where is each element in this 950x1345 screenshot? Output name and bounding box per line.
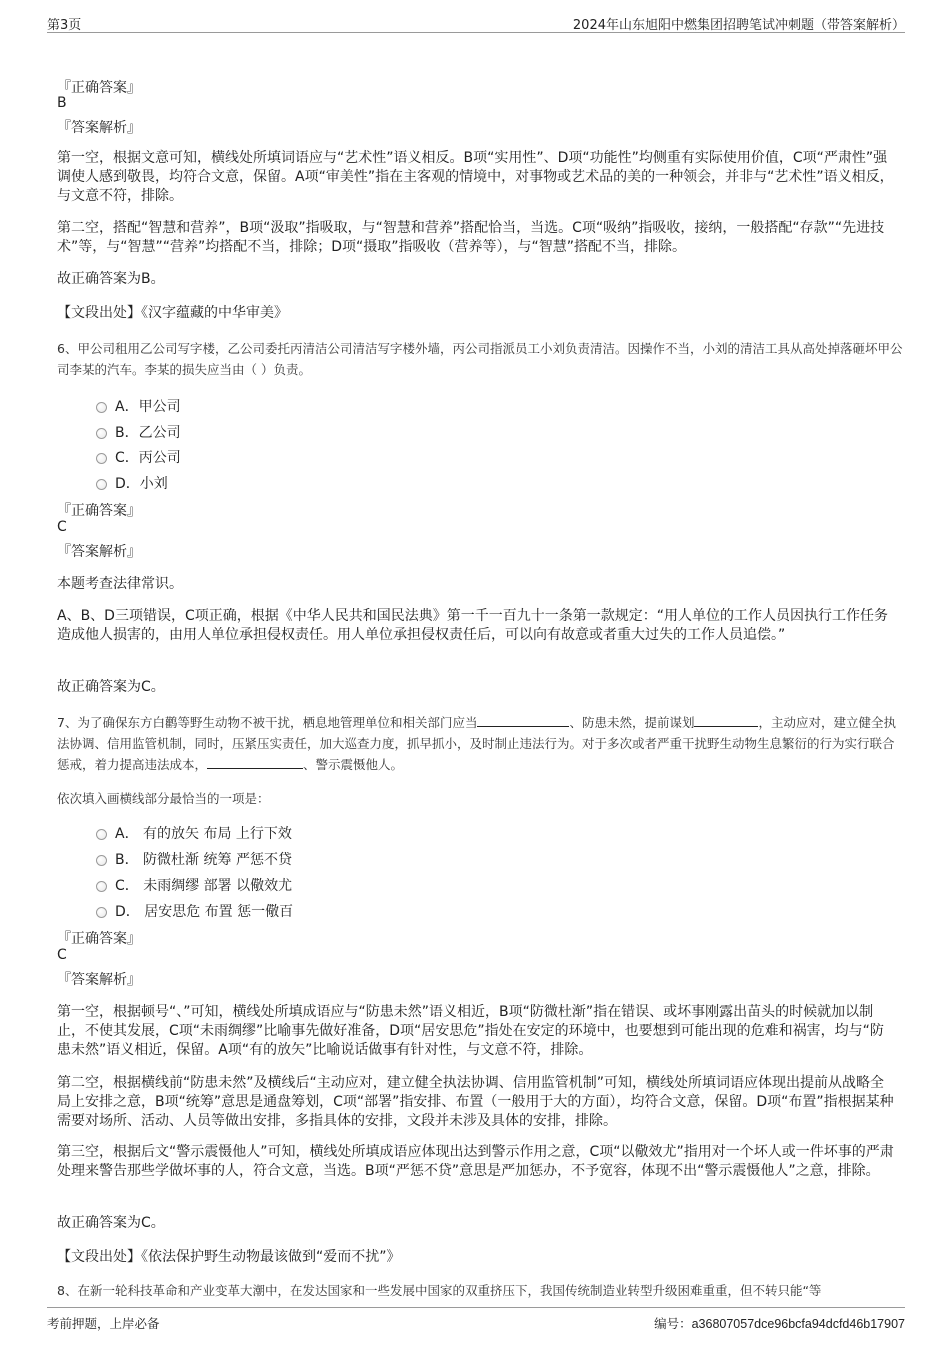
analysis-paragraph: 第三空，根据后文“警示震慑他人”可知，横线处所填成语应体现出达到警示作用之意，C项“以儆效尤”指用对一个坏人或一件坏事的严肃处理来警告那些学做坏事的人，符合文意，当选。B项“严惩不贷”意思是严加惩办，不予宽容，体现不出“警示震慑他人”之意，排除。: [57, 1144, 894, 1179]
analysis-paragraph: 第一空，根据顿号“、”可知，横线处所填成语应与“防患未然”语义相近，B项“防微杜渐”指在错误、或坏事刚露出苗头的时候就加以制止，不使其发展，C项“未雨绸缪”比喻事先做好准备，D项“居安思危”指处在安定的环境中，也要想到可能出现的危难和祸害，均与“防患未然”语义相近，保留。A项“有的放矢”比喻说话做事有针对性，与文意不符，排除。: [57, 1004, 884, 1058]
analysis-paragraph: 第二空，根据横线前“防患未然”及横线后“主动应对，建立健全执法协调、信用监管机制”可知，横线处所填词语应体现出提前从战略全局上安排之意，B项“统筹”意思是通盘筹划，C项“部署”指安排、布置（一般用于大的方面），均符合文意，保留。D项“布置”指根据某种需要对场所、活动、人员等做出安排，多指具体的安排，文段并未涉及具体的安排，排除。: [57, 1075, 894, 1129]
question-stem: 6、甲公司租用乙公司写字楼，乙公司委托丙清洁公司清洁写字楼外墙，丙公司指派员工小刘负责清洁。因操作不当，小刘的清洁工具从高处掉落砸坏甲公司李某的汽车。李某的损失应当由（ ）负责。: [57, 341, 903, 377]
question-stem: 8、在新一轮科技革命和产业变革大潮中，在发达国家和一些发展中国家的双重挤压下，我国传统制造业转型升级困难重重，但不转只能“等: [57, 1283, 822, 1298]
answer-value: C: [57, 947, 67, 963]
answer-label: 『正确答案』: [57, 503, 141, 519]
answer-value: B: [57, 95, 67, 111]
analysis-label: 『答案解析』: [57, 544, 141, 560]
option-d[interactable]: D．小刘: [96, 473, 168, 493]
analysis-paragraph: 第二空，搭配“智慧和营养”，B项“汲取”指吸取，与“智慧和营养”搭配恰当，当选。C项“吸纳”指吸收，接纳，一般搭配“存款”“先进技术”等，与“智慧”“营养”均搭配不当，排除；D项“摄取”指吸收（营养等），与“智慧”搭配不当，排除。: [57, 220, 885, 255]
answer-label: 『正确答案』: [57, 80, 141, 96]
option-c[interactable]: C． 未雨绸缪 部署 以儆效尤: [96, 875, 292, 895]
analysis-paragraph: 故正确答案为C。: [57, 679, 165, 695]
radio-icon[interactable]: [96, 479, 107, 490]
source-citation: 【文段出处】《依法保护野生动物最该做到“爱而不扰”》: [57, 1249, 401, 1265]
footer-motto: 考前押题，上岸必备: [47, 1316, 160, 1331]
option-c[interactable]: C．丙公司: [96, 447, 181, 467]
analysis-paragraph: A、B、D三项错误，C项正确，根据《中华人民共和国民法典》第一千一百九十一条第一款规定：“用人单位的工作人员因执行工作任务造成他人损害的，由用人单位承担侵权责任。用人单位承担侵权责任后，可以向有故意或者重大过失的工作人员追偿。”: [57, 608, 888, 643]
fill-blank: [207, 755, 303, 769]
analysis-paragraph: 第一空，根据文意可知，横线处所填词语应与“艺术性”语义相反。B项“实用性”、D项“功能性”均侧重有实际使用价值，C项“严肃性”强调使人感到敬畏，均符合文意，保留。A项“审美性”指在主客观的情境中，对事物或艺术品的美的一种领会，并非与“艺术性”语义相反，与文意不符，排除。: [57, 150, 894, 204]
radio-icon[interactable]: [96, 453, 107, 464]
document-title: 2024年山东旭阳中燃集团招聘笔试冲刺题（带答案解析）: [572, 18, 905, 33]
radio-icon[interactable]: [96, 428, 107, 439]
question-stem: 7、为了确保东方白鹳等野生动物不被干扰，栖息地管理单位和相关部门应当 、防患未然，提前谋划 ，主动应对，建立健全执法协调、信用监管机制，同时，压紧压实责任，加大巡查力度，抓早抓小，及时制止违法行为。对于多次或者严重干扰野生动物生息繁衍的行为实行联合惩戒，着力提高违法成本， 、警示震慑他人。: [57, 715, 896, 772]
document-code: 编号：a36807057dce96bcfa94dcfd46b17907: [654, 1316, 905, 1331]
fill-blank: [694, 713, 758, 727]
option-a[interactable]: A．甲公司: [96, 396, 181, 416]
option-b[interactable]: B．乙公司: [96, 422, 181, 442]
radio-icon[interactable]: [96, 402, 107, 413]
analysis-paragraph: 本题考查法律常识。: [57, 576, 183, 592]
analysis-paragraph: 故正确答案为C。: [57, 1215, 165, 1231]
radio-icon[interactable]: [96, 829, 107, 840]
answer-value: C: [57, 519, 67, 535]
radio-icon[interactable]: [96, 855, 107, 866]
analysis-label: 『答案解析』: [57, 120, 141, 136]
option-d[interactable]: D． 居安思危 布置 惩一儆百: [96, 901, 293, 921]
option-b[interactable]: B． 防微杜渐 统筹 严惩不贷: [96, 849, 292, 869]
page-number: 第3页: [47, 18, 82, 33]
radio-icon[interactable]: [96, 907, 107, 918]
analysis-paragraph: 故正确答案为B。: [57, 271, 165, 287]
fill-blank: [477, 713, 569, 727]
option-a[interactable]: A． 有的放矢 布局 上行下效: [96, 823, 292, 843]
radio-icon[interactable]: [96, 881, 107, 892]
page-footer: [47, 1307, 905, 1330]
analysis-label: 『答案解析』: [57, 972, 141, 988]
source-citation: 【文段出处】《汉字蕴藏的中华审美》: [57, 305, 288, 321]
page-header: [47, 10, 905, 33]
answer-label: 『正确答案』: [57, 931, 141, 947]
question-hint: 依次填入画横线部分最恰当的一项是：: [57, 791, 270, 806]
